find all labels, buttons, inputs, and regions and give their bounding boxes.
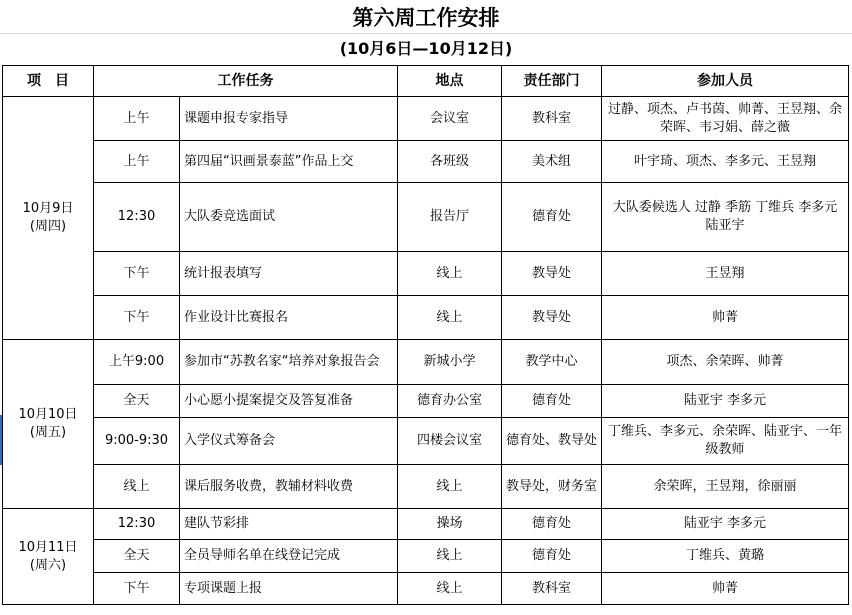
place-cell[interactable]: 操场 (398, 509, 502, 540)
place-cell[interactable]: 新城小学 (398, 340, 502, 385)
place-cell[interactable]: 线上 (398, 252, 502, 296)
header-item[interactable]: 项 目 (3, 66, 94, 97)
place-cell[interactable]: 线上 (398, 540, 502, 573)
table-row (3, 509, 849, 540)
table-row (3, 573, 849, 605)
task-cell[interactable]: 专项课题上报 (180, 573, 398, 605)
dept-cell[interactable]: 教科室 (502, 573, 602, 605)
table-row (3, 385, 849, 418)
date-cell[interactable] (3, 97, 94, 340)
place-cell[interactable]: 线上 (398, 296, 502, 340)
place-cell[interactable]: 线上 (398, 465, 502, 509)
table-row (3, 418, 849, 465)
dept-cell[interactable]: 教科室 (502, 97, 602, 141)
header-task[interactable]: 工作任务 (94, 66, 398, 97)
header-people[interactable]: 参加人员 (602, 66, 849, 97)
weekday-label: (周四) (29, 219, 67, 234)
date-label: 10月10日 (18, 407, 78, 422)
task-cell[interactable]: 小心愿小提案提交及答复准备 (180, 385, 398, 418)
people-cell[interactable]: 过静、项杰、卢书茵、帅菁、王昱翔、余荣晖、韦习娟、薛之薇 (602, 97, 849, 141)
table-row (3, 252, 849, 296)
dept-cell[interactable]: 德育处 (502, 509, 602, 540)
time-cell[interactable]: 上午9:00 (94, 340, 180, 385)
time-cell[interactable]: 全天 (94, 540, 180, 573)
dept-cell[interactable]: 教导处 (502, 252, 602, 296)
date-label: 10月11日 (18, 539, 78, 555)
table-row (3, 141, 849, 183)
date-cell[interactable] (3, 340, 94, 509)
time-cell[interactable]: 9:00-9:30 (94, 418, 180, 465)
table-row (3, 540, 849, 573)
table-row (3, 465, 849, 509)
task-cell[interactable]: 全员导师名单在线登记完成 (180, 540, 398, 573)
time-cell[interactable]: 上午 (94, 141, 180, 183)
people-cell[interactable]: 丁维兵、黄璐 (602, 540, 849, 573)
header-row (3, 66, 849, 97)
time-cell[interactable]: 12:30 (94, 509, 180, 540)
people-cell[interactable]: 叶宇琦、项杰、李多元、王昱翔 (602, 141, 849, 183)
task-cell[interactable]: 入学仪式筹备会 (180, 418, 398, 465)
people-cell[interactable]: 陆亚宇 李多元 (602, 509, 849, 540)
task-cell[interactable]: 第四届“识画景泰蓝”作品上交 (180, 141, 398, 183)
place-cell[interactable]: 报告厅 (398, 183, 502, 252)
date-label: 10月9日 (22, 201, 74, 216)
dept-cell[interactable]: 德育处 (502, 540, 602, 573)
dept-cell[interactable]: 教导处 (502, 296, 602, 340)
header-dept[interactable]: 责任部门 (502, 66, 602, 97)
table-row (3, 296, 849, 340)
time-cell[interactable]: 下午 (94, 252, 180, 296)
people-cell[interactable]: 项杰、余荣晖、帅菁 (602, 340, 849, 385)
place-cell[interactable]: 各班级 (398, 141, 502, 183)
time-cell[interactable]: 全天 (94, 385, 180, 418)
dept-cell[interactable]: 德育处 (502, 385, 602, 418)
dept-cell[interactable]: 教学中心 (502, 340, 602, 385)
people-cell[interactable]: 丁维兵、李多元、余荣晖、陆亚宇、一年级教师 (602, 418, 849, 465)
schedule-table (2, 65, 849, 605)
place-cell[interactable]: 四楼会议室 (398, 418, 502, 465)
task-cell[interactable]: 大队委竞选面试 (180, 183, 398, 252)
dept-cell[interactable]: 美术组 (502, 141, 602, 183)
task-cell[interactable]: 作业设计比赛报名 (180, 296, 398, 340)
weekday-label: (周五) (29, 425, 67, 440)
dept-cell[interactable]: 德育处 (502, 183, 602, 252)
time-cell[interactable]: 线上 (94, 465, 180, 509)
time-cell[interactable]: 下午 (94, 296, 180, 340)
time-cell[interactable]: 12:30 (94, 183, 180, 252)
task-cell[interactable]: 课后服务收费，教辅材料收费 (180, 465, 398, 509)
people-cell[interactable]: 大队委候选人 过静 季筋 丁维兵 李多元 陆亚宇 (602, 183, 849, 252)
people-cell[interactable]: 帅菁 (602, 573, 849, 605)
place-cell[interactable]: 德育办公室 (398, 385, 502, 418)
people-cell[interactable]: 陆亚宇 李多元 (602, 385, 849, 418)
page-title: 第六周工作安排 (352, 6, 500, 30)
dept-cell[interactable]: 德育处、教导处 (502, 418, 602, 465)
table-row (3, 97, 849, 141)
time-cell[interactable]: 上午 (94, 97, 180, 141)
weekday-label: (周六) (29, 557, 67, 573)
place-cell[interactable]: 会议室 (398, 97, 502, 141)
table-row (3, 183, 849, 252)
table-row (3, 340, 849, 385)
task-cell[interactable]: 课题申报专家指导 (180, 97, 398, 141)
people-cell[interactable]: 余荣晖，王昱翔，徐丽丽 (602, 465, 849, 509)
place-cell[interactable]: 线上 (398, 573, 502, 605)
header-place[interactable]: 地点 (398, 66, 502, 97)
people-cell[interactable]: 帅菁 (602, 296, 849, 340)
date-range-subtitle: (10月6日—10月12日) (339, 39, 513, 58)
date-cell[interactable] (3, 509, 94, 605)
task-cell[interactable]: 参加市“苏教名家“培养对象报告会 (180, 340, 398, 385)
people-cell[interactable]: 王昱翔 (602, 252, 849, 296)
task-cell[interactable]: 建队节彩排 (180, 509, 398, 540)
task-cell[interactable]: 统计报表填写 (180, 252, 398, 296)
dept-cell[interactable]: 教导处，财务室 (502, 465, 602, 509)
time-cell[interactable]: 下午 (94, 573, 180, 605)
